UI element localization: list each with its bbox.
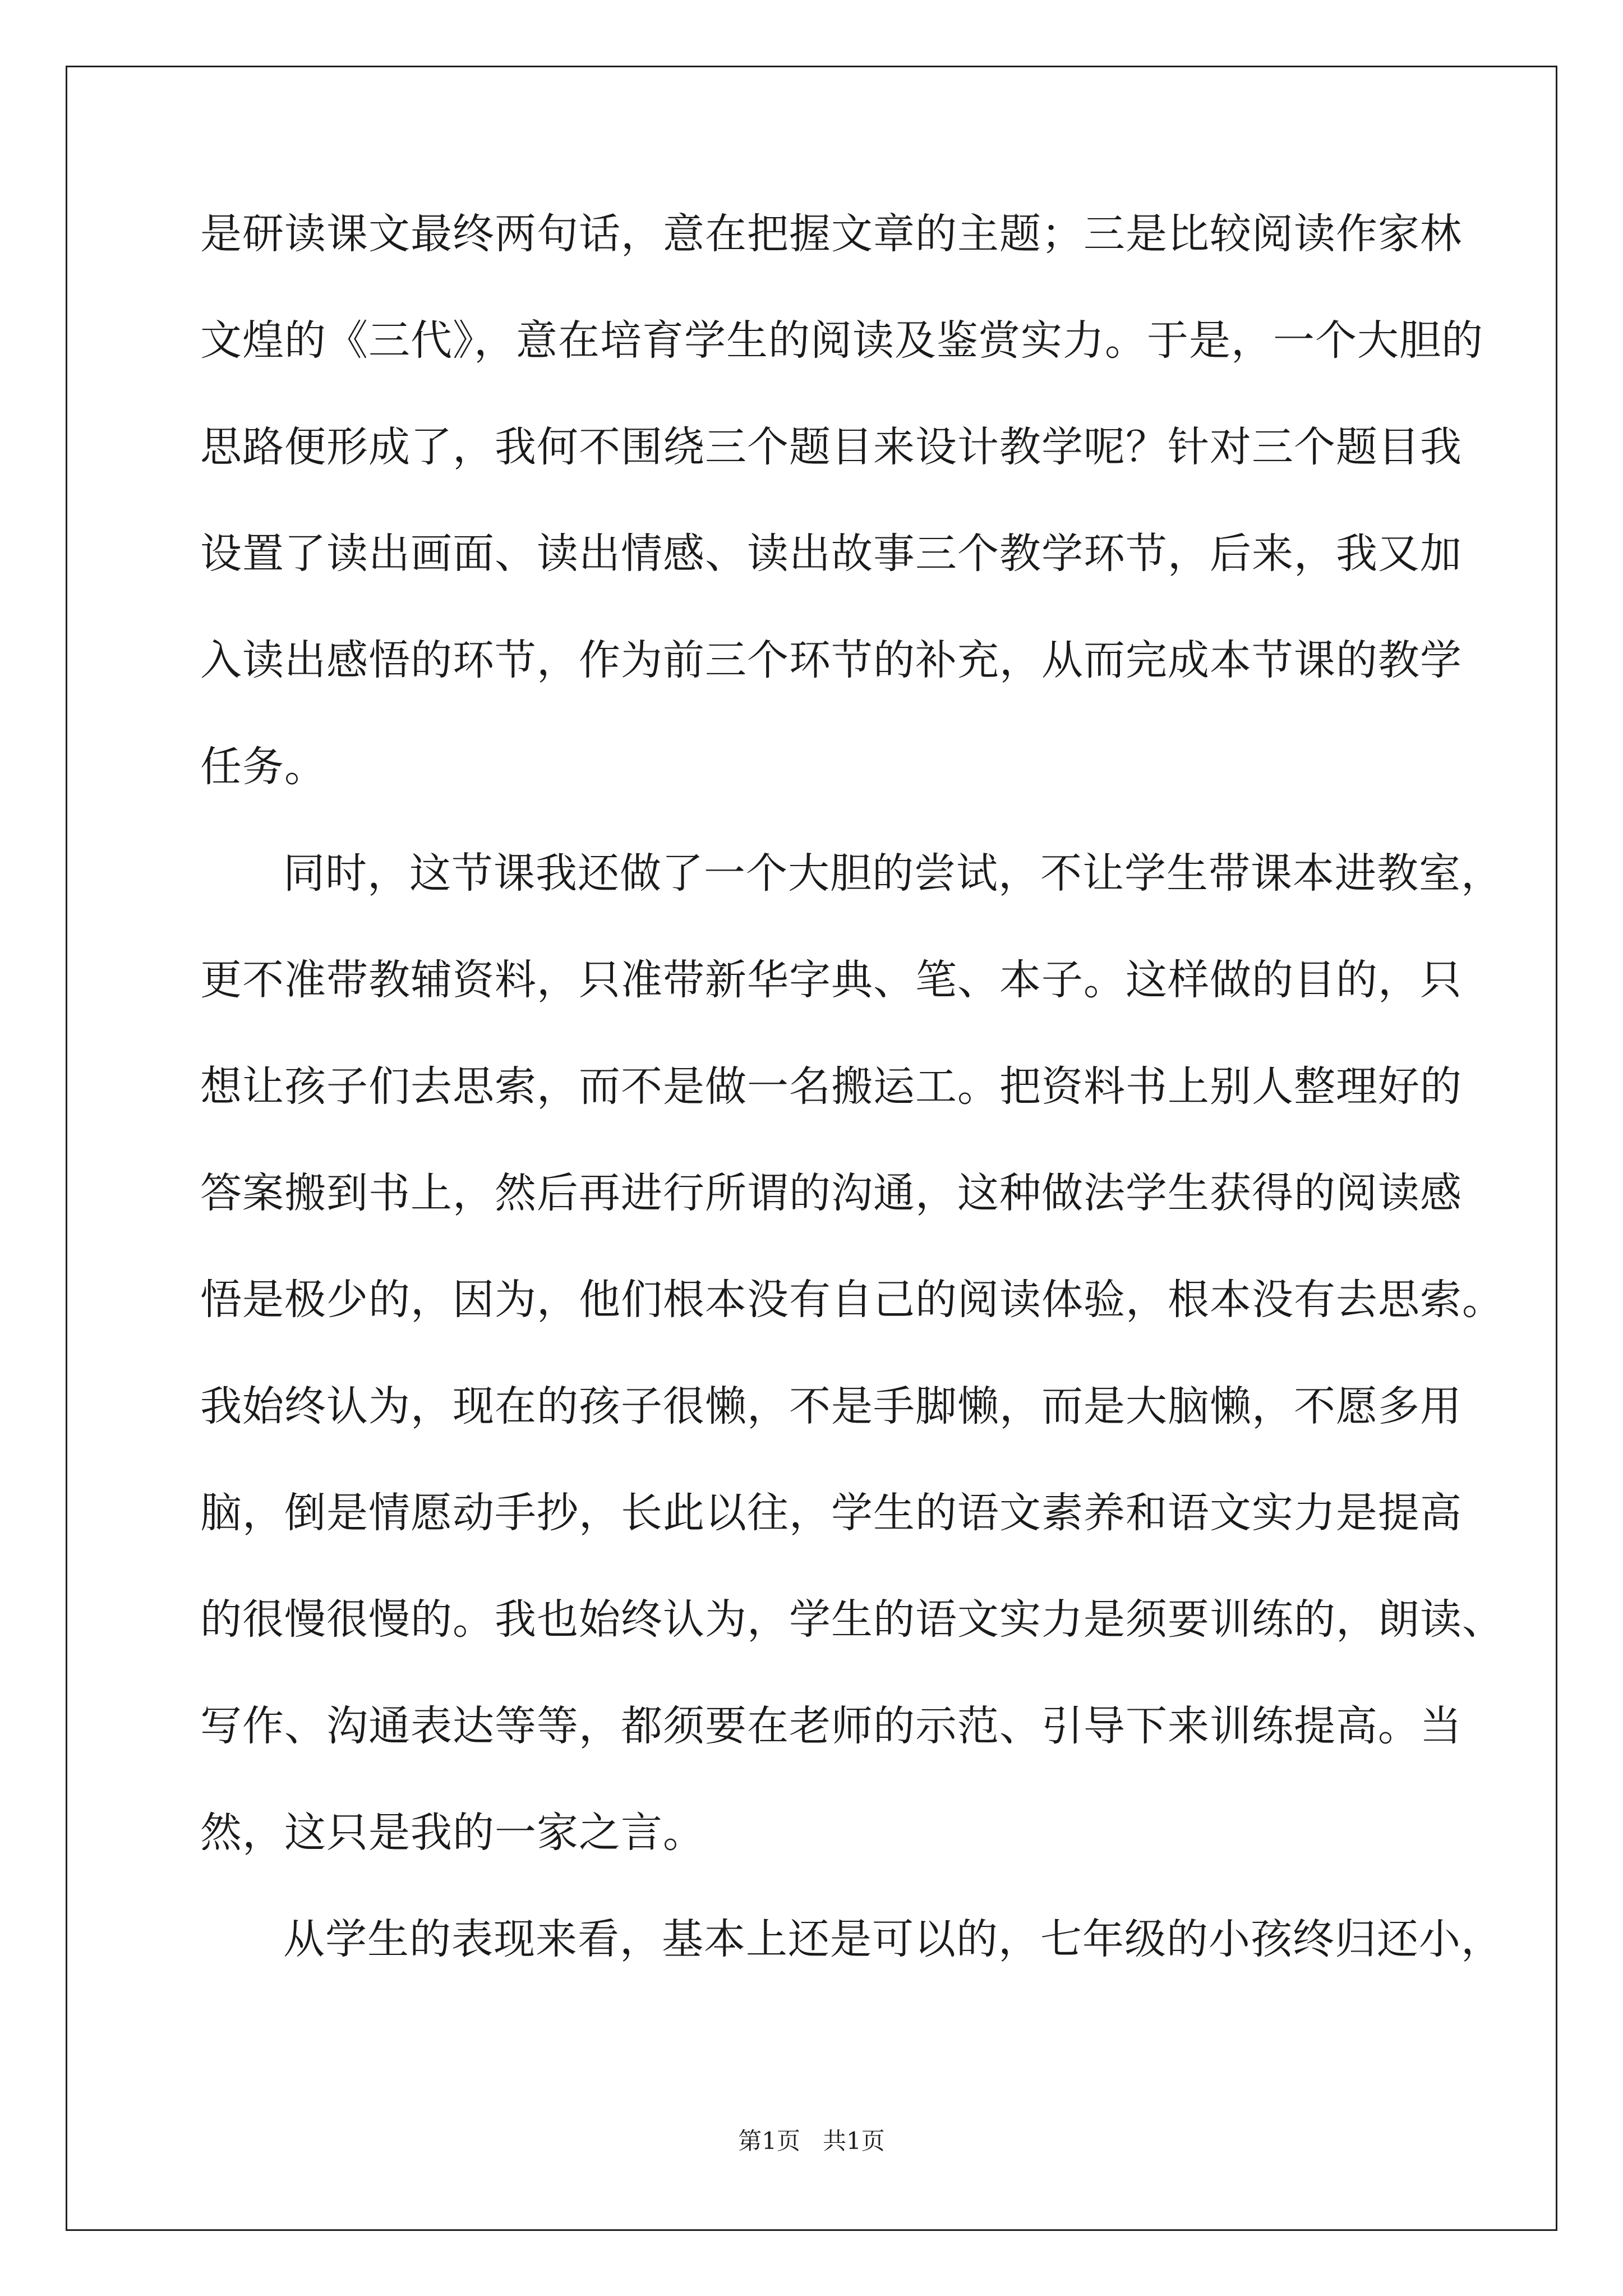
text-line: 入读出感悟的环节，作为前三个环节的补充，从而完成本节课的教学 [200,636,1462,684]
text-line: 脑，倒是情愿动手抄，长此以往，学生的语文素养和语文实力是提高 [200,1489,1462,1537]
text-line: 思路便形成了，我何不围绕三个题目来设计教学呢？针对三个题目我 [200,423,1462,471]
text-line: 我始终认为，现在的孩子很懒，不是手脚懒，而是大脑懒，不愿多用 [200,1382,1462,1430]
page-number-footer: 第1页 共1页 [738,2127,885,2155]
text-line: 是研读课文最终两句话，意在把握文章的主题；三是比较阅读作家林 [200,210,1462,258]
text-line: 的很慢很慢的。我也始终认为，学生的语文实力是须要训练的，朗读、 [200,1595,1504,1644]
paragraph-first-line: 同时，这节课我还做了一个大胆的尝试，不让学生带课本进教室， [283,849,1503,898]
text-line: 想让孩子们去思索，而不是做一名搬运工。把资料书上别人整理好的 [200,1062,1462,1111]
text-line: 设置了读出画面、读出情感、读出故事三个教学环节，后来，我又加 [200,530,1462,578]
text-line: 答案搬到书上，然后再进行所谓的沟通，这种做法学生获得的阅读感 [200,1169,1462,1217]
document-body [200,210,1504,2025]
text-line: 更不准带教辅资料，只准带新华字典、笔、本子。这样做的目的，只 [200,956,1462,1004]
text-line: 然，这只是我的一家之言。 [200,1809,705,1857]
text-line: 写作、沟通表达等等，都须要在老师的示范、引导下来训练提高。当 [200,1702,1462,1750]
paragraph-first-line: 从学生的表现来看，基本上还是可以的，七年级的小孩终归还小， [283,1915,1503,1963]
text-line: 悟是极少的，因为，他们根本没有自己的阅读体验，根本没有去思索。 [200,1276,1504,1324]
text-line: 任务。 [200,743,326,791]
text-line: 文煌的《三代》，意在培育学生的阅读及鉴赏实力。于是，一个大胆的 [200,316,1483,365]
